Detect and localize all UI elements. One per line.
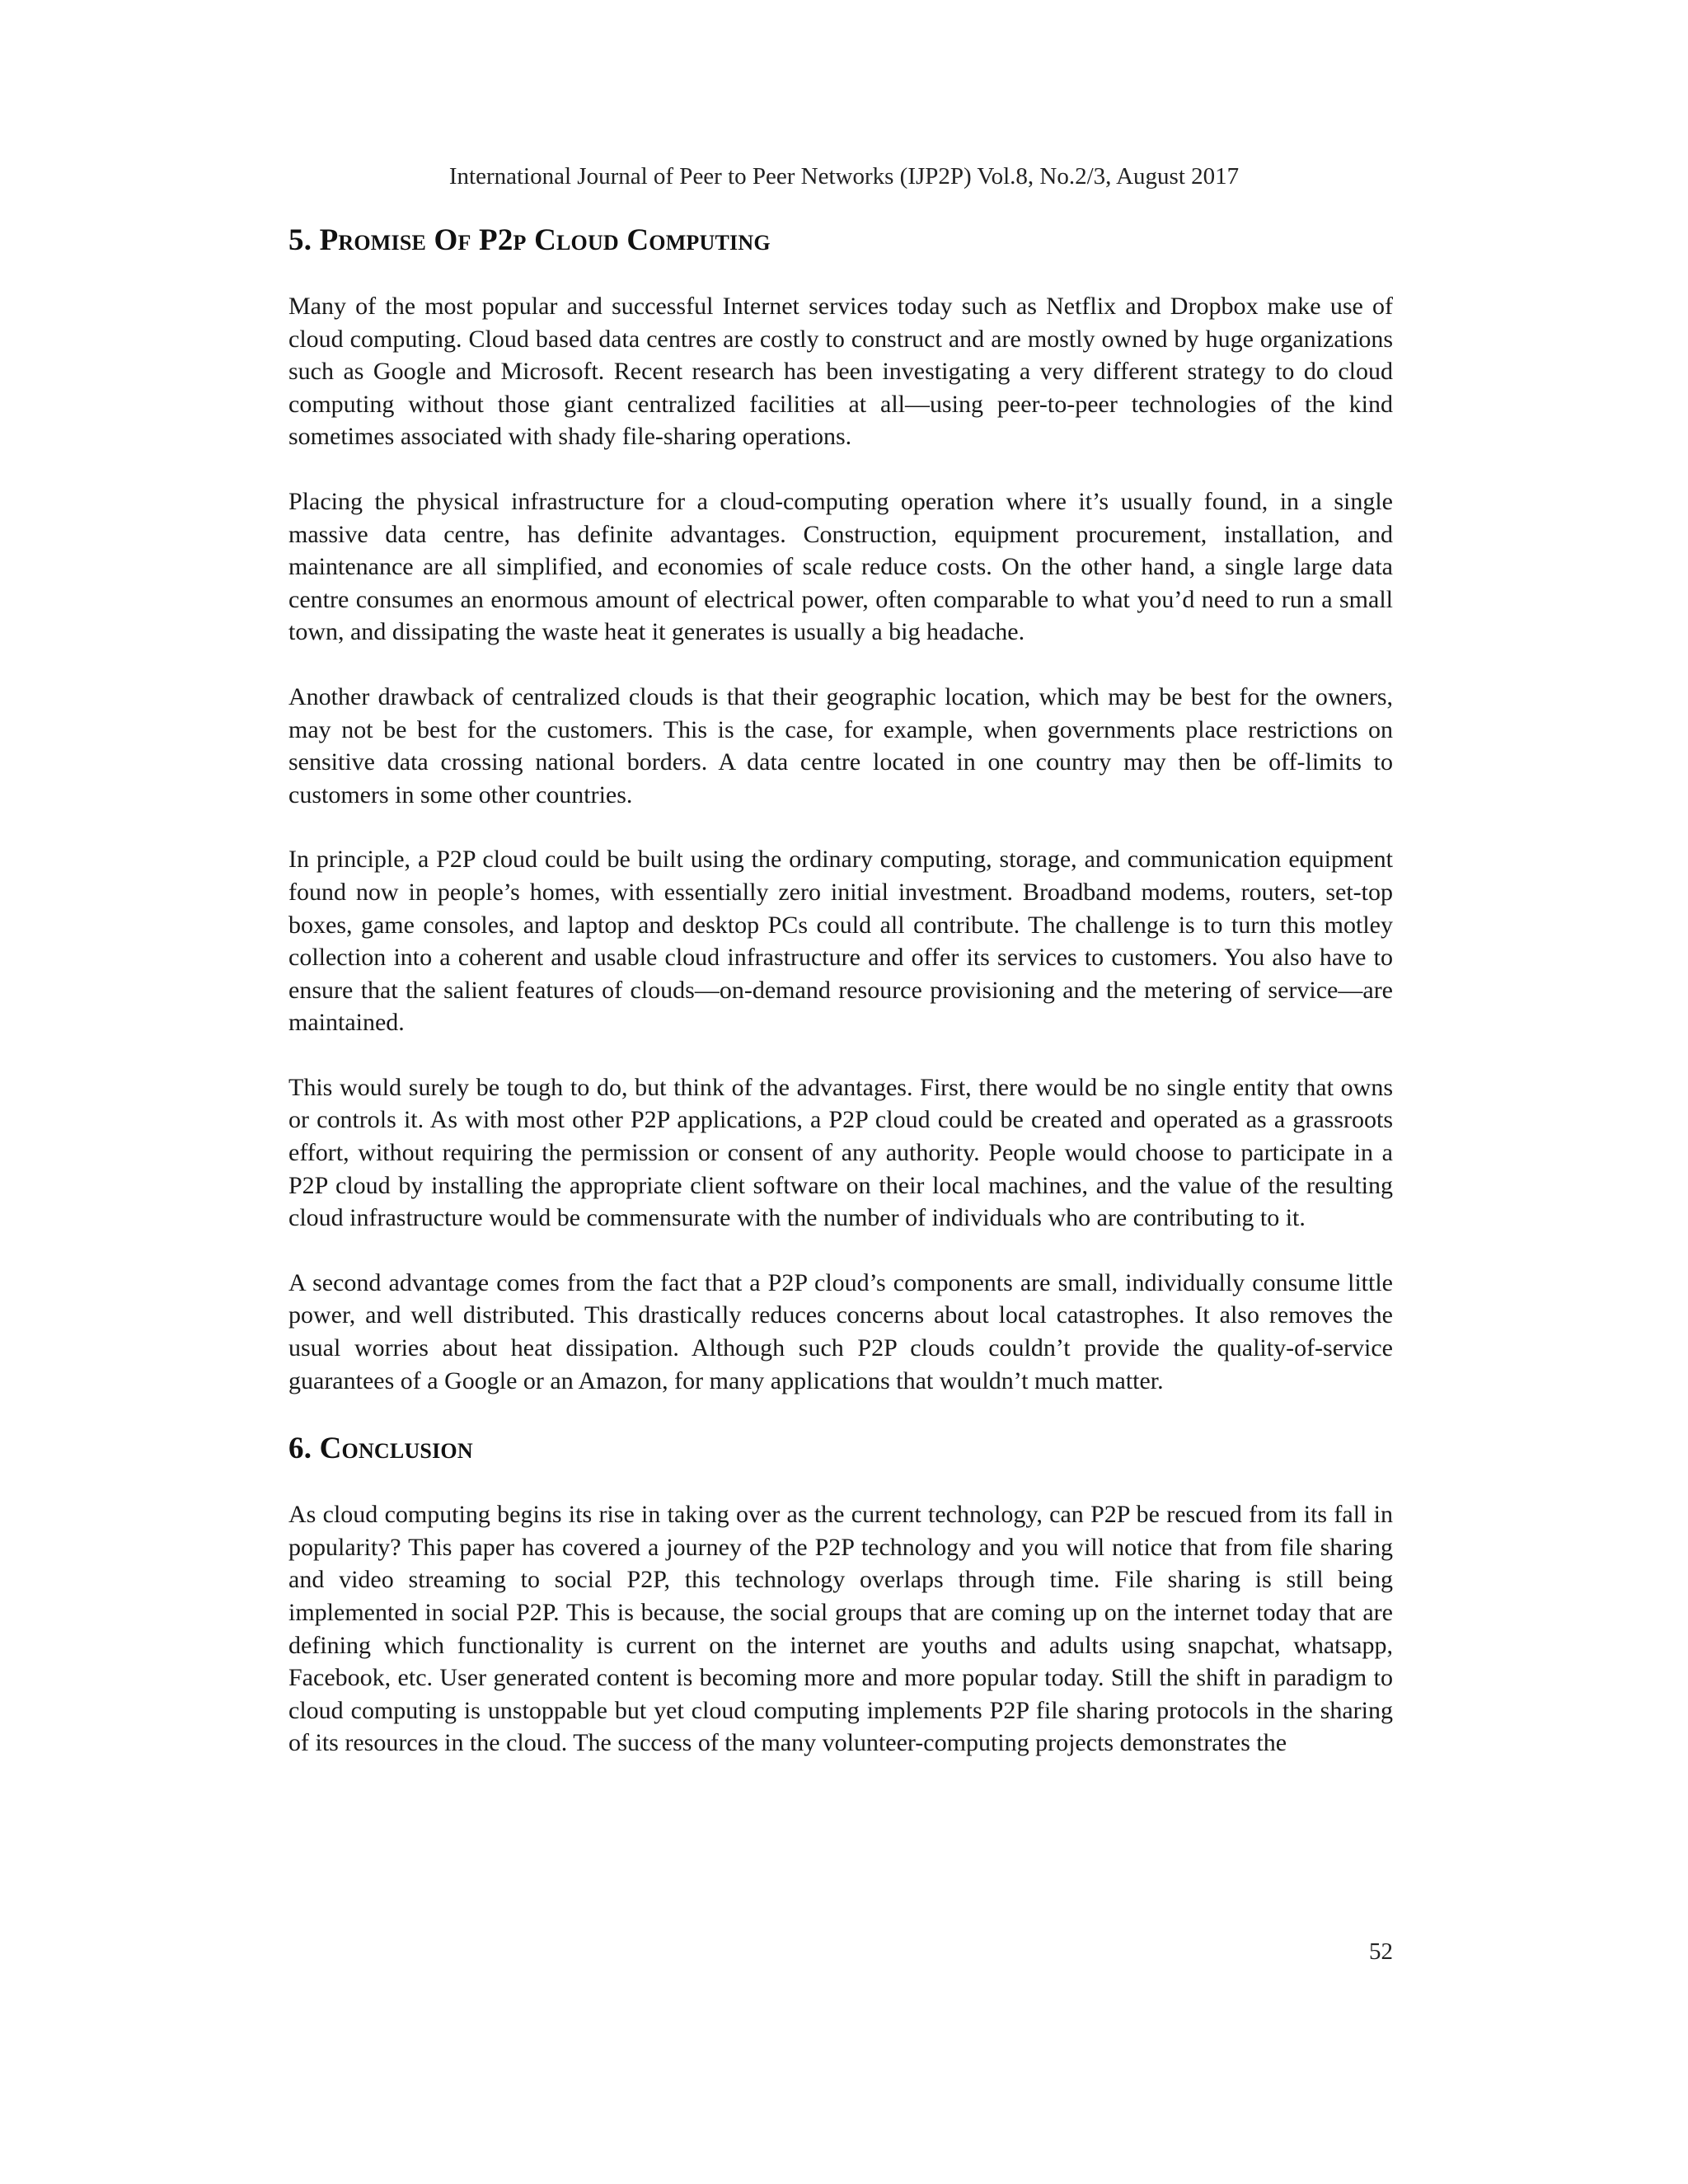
- section-5-paragraph-2: Placing the physical infrastructure for a cloud-computing operation where it’s usually found, in a single massive data centre, has definite advantages. Construction, equipment procurement, installation, and maintenance are all simplified, and economies of scale reduce costs. On the other hand, a single large data centre consumes an enormous amount of electrical power, often comparable to what you’d need to run a small town, and dissipating the waste heat it generates is usually a big headache.: [288, 487, 1393, 646]
- section-6-number: 6.: [288, 1432, 320, 1466]
- section-6-heading: [288, 1429, 1393, 1469]
- page-body: [288, 221, 1393, 1760]
- section-6-paragraph-1: As cloud computing begins its rise in taking over as the current technology, can P2P be rescued from its fall in popularity? This paper has covered a journey of the P2P technology and you will notice that from file sharing and video streaming to social P2P, this technology overlaps through time. File sharing is still being implemented in social P2P. This is because, the social groups that are coming up on the internet today that are defining which functionality is current on the internet are youths and adults using snapchat, whatsapp, Facebook, etc. User generated content is becoming more and more popular today. Still the shift in paradigm to cloud computing is unstoppable but yet cloud computing implements P2P file sharing protocols in the sharing of its resources in the cloud. The success of the many volunteer-computing projects demonstrates the: [288, 1501, 1393, 1757]
- section-5-paragraph-1: Many of the most popular and successful Internet services today such as Netflix and Dropbox make use of cloud computing. Cloud based data centres are costly to construct and are mostly owned by huge organizations such as Google and Microsoft. Recent research has been investigating a very different strategy to do cloud computing without those giant centralized facilities at all—using peer-to-peer technologies of the kind sometimes associated with shady file-sharing operations.: [288, 293, 1393, 451]
- section-5-paragraph-6: A second advantage comes from the fact that a P2P cloud’s components are small, individually consume little power, and well distributed. This drastically reduces concerns about local catastrophes. It also removes the usual worries about heat dissipation. Although such P2P clouds couldn’t provide the quality-of-service guarantees of a Google or an Amazon, for many applications that wouldn’t much matter.: [288, 1268, 1393, 1394]
- section-6-title: Conclusion: [319, 1432, 473, 1466]
- page-number: 52: [1369, 1938, 1393, 1965]
- section-5-paragraph-3: Another drawback of centralized clouds is that their geographic location, which may be best for the owners, may not be best for the customers. This is the case, for example, when governments place restrictions on sensitive data crossing national borders. A data centre located in one country may then be off-limits to customers in some other countries.: [288, 682, 1393, 808]
- section-5-heading: [288, 221, 1393, 260]
- section-5-title: Promise Of P2p Cloud Computing: [319, 223, 771, 257]
- section-5-paragraph-5: This would surely be tough to do, but think of the advantages. First, there would be no single entity that owns or controls it. As with most other P2P applications, a P2P cloud could be created and operated as a grassroots effort, without requiring the permission or consent of any authority. People would choose to participate in a P2P cloud by installing the appropriate client software on their local machines, and the value of the resulting cloud infrastructure would be commensurate with the number of individuals who are contributing to it.: [288, 1073, 1393, 1232]
- section-5-paragraph-4: In principle, a P2P cloud could be built using the ordinary computing, storage, and communication equipment found now in people’s homes, with essentially zero initial investment. Broadband modems, routers, set-top boxes, game consoles, and laptop and desktop PCs could all contribute. The challenge is to turn this motley collection into a coherent and usable cloud infrastructure and offer its services to customers. You also have to ensure that the salient features of clouds—on-demand resource provisioning and the metering of service—are maintained.: [288, 846, 1393, 1037]
- section-5-number: 5.: [288, 223, 320, 257]
- running-header: International Journal of Peer to Peer Networks (IJP2P) Vol.8, No.2/3, August 2017: [448, 163, 1240, 190]
